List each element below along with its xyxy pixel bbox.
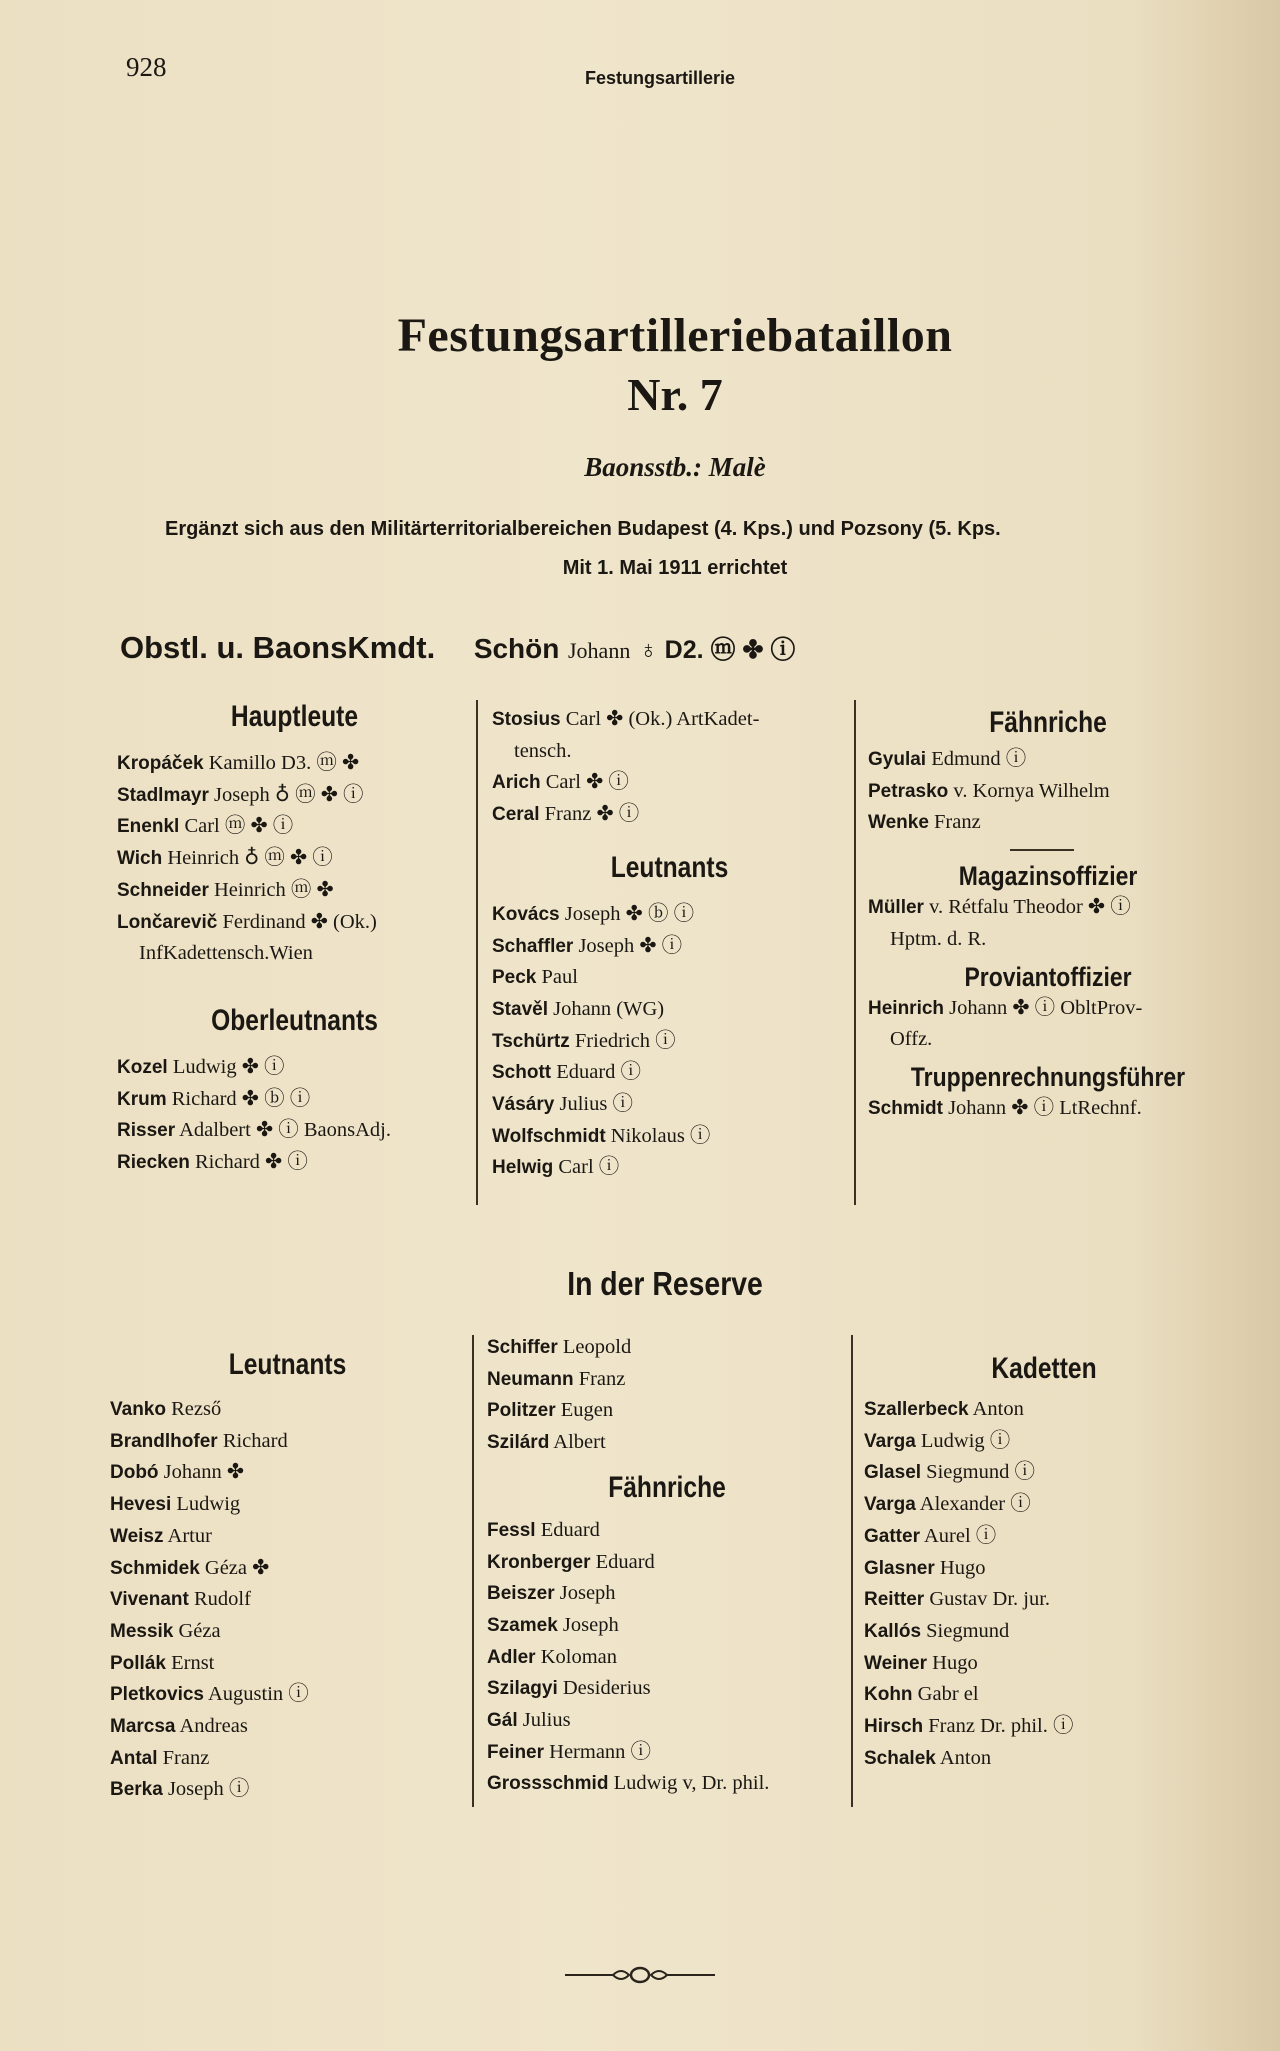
given-name: Artur <box>163 1524 212 1547</box>
given-name: Géza ✤ <box>199 1556 270 1579</box>
surname: Glasel <box>864 1462 922 1484</box>
commander-surname: Schön <box>473 633 560 664</box>
column-divider <box>472 1335 474 1807</box>
given-name: v. Rétfalu Theodor ✤ ⓘ <box>923 896 1131 919</box>
given-name: Franz Dr. phil. ⓘ <box>923 1715 1074 1738</box>
list-item <box>868 993 1228 1025</box>
list-item <box>868 892 1228 924</box>
list-proviant <box>868 993 1228 1025</box>
reserve-column-2 <box>487 1332 847 1800</box>
list-item <box>492 1057 847 1089</box>
surname: Vanko <box>110 1399 166 1420</box>
list-item <box>110 1679 465 1711</box>
given-name: Ferdinand ✤ (Ok.) <box>217 910 377 933</box>
list-continuation: Offz. <box>890 1028 933 1051</box>
list-continuation: tensch. <box>514 739 572 762</box>
surname: Berka <box>110 1779 163 1801</box>
given-name: Andreas <box>175 1715 248 1738</box>
given-name: Géza <box>173 1619 221 1642</box>
list-item <box>487 1547 847 1579</box>
surname: Brandlhofer <box>110 1430 218 1452</box>
list-item <box>117 1084 472 1116</box>
given-name: Joseph <box>557 1613 619 1636</box>
surname: Gál <box>487 1710 518 1732</box>
given-name: Franz <box>928 811 981 834</box>
list-item <box>868 744 1228 776</box>
section-heading-faehnriche: Fähnriche <box>989 706 1107 739</box>
list-res-leutnants <box>110 1394 465 1806</box>
given-name: Heinrich ♁ ⓜ ✤ ⓘ <box>162 847 333 870</box>
surname: Gatter <box>864 1525 920 1547</box>
section-heading-truppen: Truppenrechnungsführer <box>910 1061 1186 1092</box>
given-name: Carl ✤ (Ok.) ArtKadet- <box>560 708 760 730</box>
surname: Politzer <box>487 1400 556 1422</box>
list-item <box>492 704 847 736</box>
given-name: Johann ✤ ⓘ LtRechnf. <box>942 1096 1142 1119</box>
column-divider <box>476 700 478 1205</box>
list-item <box>487 1427 847 1459</box>
list-item <box>110 1743 465 1775</box>
given-name: Eduard <box>590 1550 655 1573</box>
list-item <box>864 1743 1224 1775</box>
list-item <box>492 962 847 994</box>
surname: Weiner <box>864 1652 928 1674</box>
list-item <box>110 1426 465 1458</box>
column-2 <box>492 704 847 1184</box>
given-name: Paul <box>536 966 578 989</box>
given-name: Aurel ⓘ <box>919 1524 997 1547</box>
given-name: Gabr el <box>912 1683 979 1706</box>
surname: Gyulai <box>868 749 927 770</box>
list-item <box>492 1089 847 1121</box>
surname: Schmidek <box>110 1557 200 1579</box>
list-item <box>117 1115 472 1147</box>
list-truppen <box>868 1093 1228 1125</box>
list-item <box>864 1489 1224 1521</box>
surname: Schmidt <box>868 1097 943 1119</box>
list-item <box>110 1553 465 1585</box>
list-res-faehnriche <box>487 1515 847 1800</box>
list-item <box>492 767 847 799</box>
short-rule <box>1010 849 1074 851</box>
reserve-heading: In der Reserve <box>567 1265 763 1302</box>
given-name: Joseph ✤ ⓑ ⓘ <box>559 902 695 925</box>
column-divider <box>854 700 856 1205</box>
surname: Szilagyi <box>487 1678 558 1700</box>
list-item <box>117 811 472 843</box>
list-item <box>487 1578 847 1610</box>
given-name: Richard ✤ ⓑ ⓘ <box>166 1087 311 1110</box>
column-divider <box>851 1335 853 1807</box>
given-name: Franz <box>573 1367 626 1390</box>
given-name: Hermann ⓘ <box>544 1740 652 1763</box>
surname: Kronberger <box>487 1551 591 1573</box>
given-name: Anton <box>935 1746 992 1769</box>
list-item <box>487 1768 847 1800</box>
list-item <box>487 1673 847 1705</box>
given-name: Siegmund <box>921 1619 1010 1642</box>
running-head: Festungsartillerie <box>585 68 736 88</box>
section-heading-res-faehnriche: Fähnriche <box>608 1470 726 1504</box>
section-heading-oberleutnants: Oberleutnants <box>211 1003 378 1037</box>
given-name: v. Kornya Wilhelm <box>948 779 1110 802</box>
surname: Hevesi <box>110 1494 172 1516</box>
surname: Feiner <box>487 1741 545 1763</box>
page-title: Festungsartilleriebataillon <box>397 309 953 362</box>
surname: Kallós <box>864 1620 922 1642</box>
surname: Varga <box>864 1494 916 1516</box>
given-name: Hugo <box>934 1556 986 1579</box>
section-heading-res-leutnants: Leutnants <box>228 1348 347 1381</box>
given-name: Gustav Dr. jur. <box>924 1588 1051 1611</box>
commander-line <box>120 630 795 666</box>
list-faehnriche <box>868 744 1228 839</box>
list-item <box>492 1152 847 1184</box>
surname: Kropáček <box>117 753 204 774</box>
given-name: Eugen <box>555 1399 614 1422</box>
list-item <box>492 931 847 963</box>
list-item <box>117 748 472 780</box>
surname: Helwig <box>492 1157 554 1179</box>
list-item <box>868 1093 1228 1125</box>
given-name: Koloman <box>535 1645 617 1668</box>
surname: Wenke <box>868 812 929 834</box>
surname: Schott <box>492 1062 552 1084</box>
list-item <box>864 1553 1224 1585</box>
surname: Müller <box>868 897 924 919</box>
list-item <box>487 1737 847 1769</box>
surname: Wich <box>117 848 163 870</box>
surname: Arich <box>492 772 541 794</box>
list-leutnants <box>492 899 847 1184</box>
given-name: Friedrich ⓘ <box>569 1029 676 1052</box>
given-name: Joseph ✤ ⓘ <box>573 934 683 957</box>
surname: Vásáry <box>492 1094 555 1116</box>
surname: Schiffer <box>487 1337 558 1358</box>
list-magazin <box>868 892 1228 924</box>
given-name: Carl ✤ ⓘ <box>540 771 629 794</box>
given-name: Adalbert ✤ ⓘ BaonsAdj. <box>175 1119 391 1142</box>
list-item <box>110 1489 465 1521</box>
surname: Peck <box>492 967 537 989</box>
surname: Kovács <box>492 903 560 925</box>
list-hauptleute-cont-2 <box>492 767 847 830</box>
list-item <box>864 1521 1224 1553</box>
commander-decorations: ♁ D2. ⓜ ✤ ⓘ <box>638 636 796 664</box>
list-kadetten <box>864 1394 1224 1774</box>
section-heading-proviant: Proviantoffizier <box>964 961 1132 992</box>
list-item <box>864 1679 1224 1711</box>
given-name: Rudolf <box>188 1588 251 1611</box>
given-name: Eduard ⓘ <box>551 1061 642 1084</box>
list-item <box>492 994 847 1026</box>
list-item <box>117 780 472 812</box>
list-item <box>864 1457 1224 1489</box>
surname: Grossschmid <box>487 1773 609 1795</box>
surname: Weisz <box>110 1525 164 1547</box>
list-item <box>117 843 472 875</box>
list-item <box>487 1364 847 1396</box>
surname: Szilárd <box>487 1432 550 1454</box>
given-name: Albert <box>549 1431 606 1454</box>
given-name: Richard ✤ ⓘ <box>189 1151 308 1174</box>
given-name: Nikolaus ⓘ <box>605 1124 711 1147</box>
surname: Hirsch <box>864 1716 924 1738</box>
surname: Schneider <box>117 879 209 901</box>
given-name: Franz ✤ ⓘ <box>539 803 640 826</box>
given-name: Joseph ♁ ⓜ ✤ ⓘ <box>208 783 364 806</box>
list-item <box>110 1521 465 1553</box>
list-item <box>864 1584 1224 1616</box>
list-item <box>110 1457 465 1489</box>
surname: Adler <box>487 1646 536 1668</box>
list-item <box>117 875 472 907</box>
surname: Schalek <box>864 1747 936 1769</box>
list-item <box>864 1394 1224 1426</box>
list-continuation: Hptm. d. R. <box>890 927 987 950</box>
list-item <box>110 1584 465 1616</box>
reserve-column-3 <box>864 1352 1224 1774</box>
surname: Pletkovics <box>110 1684 204 1706</box>
surname: Vivenant <box>110 1589 189 1611</box>
list-item <box>487 1395 847 1427</box>
column-1 <box>117 700 472 1179</box>
list-continuation: InfKadettensch.Wien <box>139 942 313 965</box>
established-note: Mit 1. Mai 1911 errichtet <box>562 557 788 579</box>
list-item <box>117 1147 472 1179</box>
given-name: Augustin ⓘ <box>204 1683 309 1706</box>
list-item <box>864 1711 1224 1743</box>
given-name: Rezső <box>165 1398 222 1420</box>
list-item <box>487 1642 847 1674</box>
list-oberleutnants <box>117 1052 472 1179</box>
column-3 <box>868 706 1228 1125</box>
given-name: Richard <box>217 1429 288 1452</box>
given-name: Franz <box>157 1746 210 1769</box>
surname: Glasner <box>864 1557 935 1579</box>
surname: Riecken <box>117 1152 190 1174</box>
staff-location: Baonsstb.: Malè <box>584 452 766 482</box>
given-name: Ernst <box>165 1651 215 1674</box>
surname: Petrasko <box>868 780 949 802</box>
surname: Lončarevič <box>117 911 218 933</box>
section-heading-kadetten: Kadetten <box>991 1352 1097 1385</box>
given-name: Johann (WG) <box>547 997 665 1020</box>
surname: Stadlmayr <box>117 784 209 806</box>
given-name: Anton <box>968 1398 1024 1420</box>
list-item <box>117 907 472 939</box>
given-name: Desiderius <box>557 1677 651 1700</box>
section-heading-leutnants: Leutnants <box>610 850 729 884</box>
section-heading-hauptleute: Hauptleute <box>230 700 359 733</box>
list-item <box>487 1515 847 1547</box>
surname: Schaffler <box>492 935 574 957</box>
list-item <box>868 807 1228 839</box>
given-name: Johann ✤ <box>158 1461 245 1484</box>
given-name: Joseph ⓘ <box>162 1778 250 1801</box>
given-name: Ludwig ✤ ⓘ <box>167 1055 285 1078</box>
surname: Beiszer <box>487 1583 555 1605</box>
list-item <box>487 1610 847 1642</box>
list-item <box>110 1711 465 1743</box>
given-name: Leopold <box>557 1336 632 1358</box>
ornament-divider <box>565 1960 715 1990</box>
given-name: Alexander ⓘ <box>915 1493 1031 1516</box>
surname: Risser <box>117 1120 176 1142</box>
section-heading-magazin: Magazinsoffizier <box>958 861 1138 892</box>
list-item <box>487 1332 847 1364</box>
given-name: Carl ⓘ <box>553 1156 620 1179</box>
list-item <box>864 1648 1224 1680</box>
surname: Tschürtz <box>492 1030 570 1052</box>
surname: Stavěl <box>492 998 548 1020</box>
surname: Antal <box>110 1747 158 1769</box>
given-name: Ludwig ⓘ <box>915 1429 1011 1452</box>
surname: Pollák <box>110 1652 166 1674</box>
list-item <box>868 776 1228 808</box>
page-title-number: Nr. 7 <box>627 369 723 420</box>
surname: Dobó <box>110 1462 159 1484</box>
list-res-leutnants-cont <box>487 1332 847 1459</box>
surname: Messik <box>110 1620 174 1642</box>
surname: Marcsa <box>110 1716 176 1738</box>
given-name: Eduard <box>535 1518 600 1541</box>
list-item <box>110 1648 465 1680</box>
list-item <box>110 1394 465 1426</box>
given-name: Julius ⓘ <box>554 1093 633 1116</box>
surname: Szallerbeck <box>864 1399 969 1420</box>
commander-rank: Obstl. u. BaonsKmdt. <box>120 630 436 665</box>
list-item <box>492 1026 847 1058</box>
given-name: Ludwig <box>171 1493 241 1516</box>
given-name: Edmund ⓘ <box>926 748 1027 770</box>
list-item <box>864 1426 1224 1458</box>
given-name: Heinrich ⓜ ✤ <box>208 878 334 901</box>
surname: Krum <box>117 1088 167 1110</box>
given-name: Julius <box>517 1709 571 1732</box>
surname: Szamek <box>487 1614 558 1636</box>
given-name: Joseph <box>554 1582 616 1605</box>
list-item <box>492 899 847 931</box>
list-item <box>864 1616 1224 1648</box>
rule-container <box>868 839 1228 861</box>
reserve-column-1 <box>110 1348 465 1806</box>
list-item <box>110 1774 465 1806</box>
list-hauptleute-cont <box>492 704 847 736</box>
surname: Kohn <box>864 1684 913 1706</box>
given-name: Hugo <box>927 1651 978 1674</box>
list-hauptleute <box>117 748 472 938</box>
given-name: Carl ⓜ ✤ ⓘ <box>179 815 294 838</box>
surname: Neumann <box>487 1368 574 1390</box>
list-item <box>110 1616 465 1648</box>
page-number: 928 <box>126 52 167 82</box>
surname: Varga <box>864 1430 916 1452</box>
commander-given: Johann <box>568 638 631 663</box>
surname: Wolfschmidt <box>492 1125 606 1147</box>
recruitment-note: Ergänzt sich aus den Militärterritorialbereichen Budapest (4. Kps.) und Pozsony (5. Kps. <box>165 518 1001 540</box>
surname: Stosius <box>492 709 561 730</box>
list-item <box>492 1121 847 1153</box>
given-name: Siegmund ⓘ <box>921 1461 1035 1484</box>
surname: Kozel <box>117 1056 168 1078</box>
surname: Fessl <box>487 1519 536 1541</box>
surname: Enenkl <box>117 816 180 838</box>
given-name: Johann ✤ ⓘ ObltProv- <box>944 996 1143 1019</box>
surname: Ceral <box>492 804 540 826</box>
list-item <box>492 799 847 831</box>
given-name: Ludwig v, Dr. phil. <box>608 1772 770 1795</box>
given-name: Kamillo D3. ⓜ ✤ <box>203 752 360 774</box>
list-item <box>117 1052 472 1084</box>
surname: Heinrich <box>868 997 945 1019</box>
surname: Reitter <box>864 1589 925 1611</box>
list-item <box>487 1705 847 1737</box>
